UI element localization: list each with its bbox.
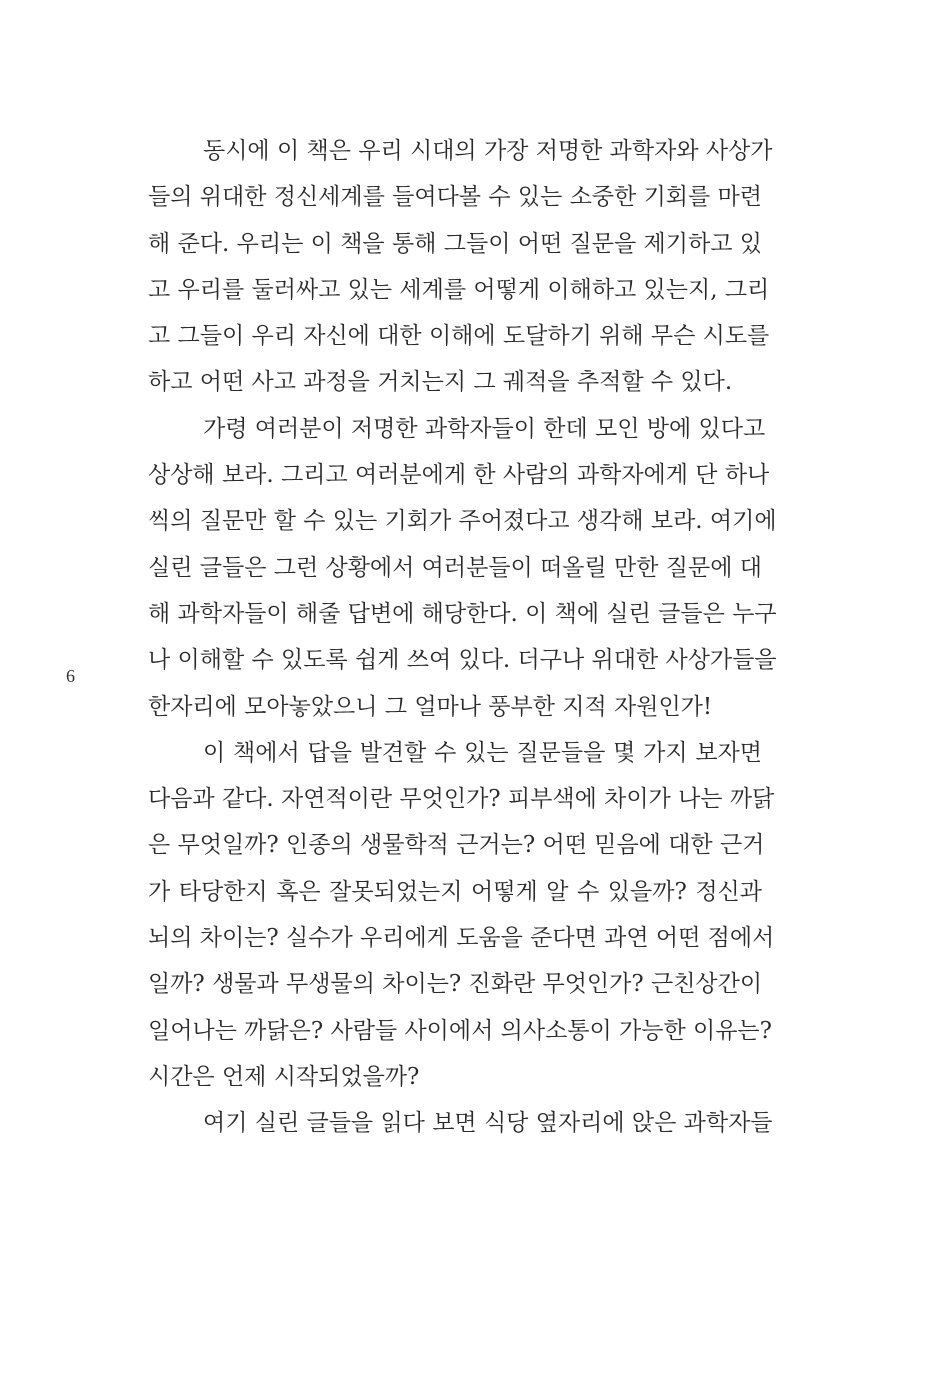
text-line: 하고 어떤 사고 과정을 거치는지 그 궤적을 추적할 수 있다. bbox=[148, 369, 733, 396]
text-line: 가 타당한지 혹은 잘못되었는지 어떻게 알 수 있을까? 정신과 bbox=[148, 878, 762, 905]
text-line: 실린 글들은 그런 상황에서 여러분들이 떠올릴 만한 질문에 대 bbox=[148, 554, 762, 581]
text-line: 다음과 같다. 자연적이란 무엇인가? 피부색에 차이가 나는 까닭 bbox=[148, 786, 775, 813]
paragraph-2 bbox=[148, 406, 777, 730]
text-line: 들의 위대한 정신세계를 들여다볼 수 있는 소중한 기회를 마련 bbox=[148, 184, 762, 211]
page-number: 6 bbox=[66, 666, 75, 686]
text-line: 일어나는 까닭은? 사람들 사이에서 의사소통이 가능한 이유는? bbox=[148, 1017, 772, 1044]
paragraph-3 bbox=[148, 730, 775, 1100]
text-line: 일까? 생물과 무생물의 차이는? 진화란 무엇인가? 근친상간이 bbox=[148, 971, 763, 998]
body-text bbox=[148, 128, 777, 1147]
text-line: 은 무엇일까? 인종의 생물학적 근거는? 어떤 믿음에 대한 근거 bbox=[148, 832, 765, 859]
text-line: 시간은 언제 시작되었을까? bbox=[148, 1063, 420, 1090]
text-line: 뇌의 차이는? 실수가 우리에게 도움을 준다면 과연 어떤 점에서 bbox=[148, 925, 775, 952]
text-line: 해 준다. 우리는 이 책을 통해 그들이 어떤 질문을 제기하고 있 bbox=[148, 230, 762, 257]
text-line: 가령 여러분이 저명한 과학자들이 한데 모인 방에 있다고 bbox=[203, 415, 766, 442]
text-line: 상상해 보라. 그리고 여러분에게 한 사람의 과학자에게 단 하나 bbox=[148, 462, 770, 489]
text-line: 나 이해할 수 있도록 쉽게 쓰여 있다. 더구나 위대한 사상가들을 bbox=[148, 647, 777, 674]
text-line: 고 우리를 둘러싸고 있는 세계를 어떻게 이해하고 있는지, 그리 bbox=[148, 276, 770, 303]
text-line: 동시에 이 책은 우리 시대의 가장 저명한 과학자와 사상가 bbox=[203, 138, 773, 164]
text-line: 해 과학자들이 해줄 답변에 해당한다. 이 책에 실린 글들은 누구 bbox=[148, 600, 777, 627]
text-line: 씩의 질문만 할 수 있는 기회가 주어졌다고 생각해 보라. 여기에 bbox=[148, 508, 777, 535]
text-line: 고 그들이 우리 자신에 대한 이해에 도달하기 위해 무슨 시도를 bbox=[148, 323, 770, 350]
paragraph-4 bbox=[148, 1100, 773, 1146]
text-line: 한자리에 모아놓았으니 그 얼마나 풍부한 지적 자원인가! bbox=[148, 693, 713, 720]
paragraph-1 bbox=[148, 128, 773, 406]
text-line: 여기 실린 글들을 읽다 보면 식당 옆자리에 앉은 과학자들 bbox=[203, 1110, 773, 1137]
text-line: 이 책에서 답을 발견할 수 있는 질문들을 몇 가지 보자면 bbox=[203, 739, 762, 766]
